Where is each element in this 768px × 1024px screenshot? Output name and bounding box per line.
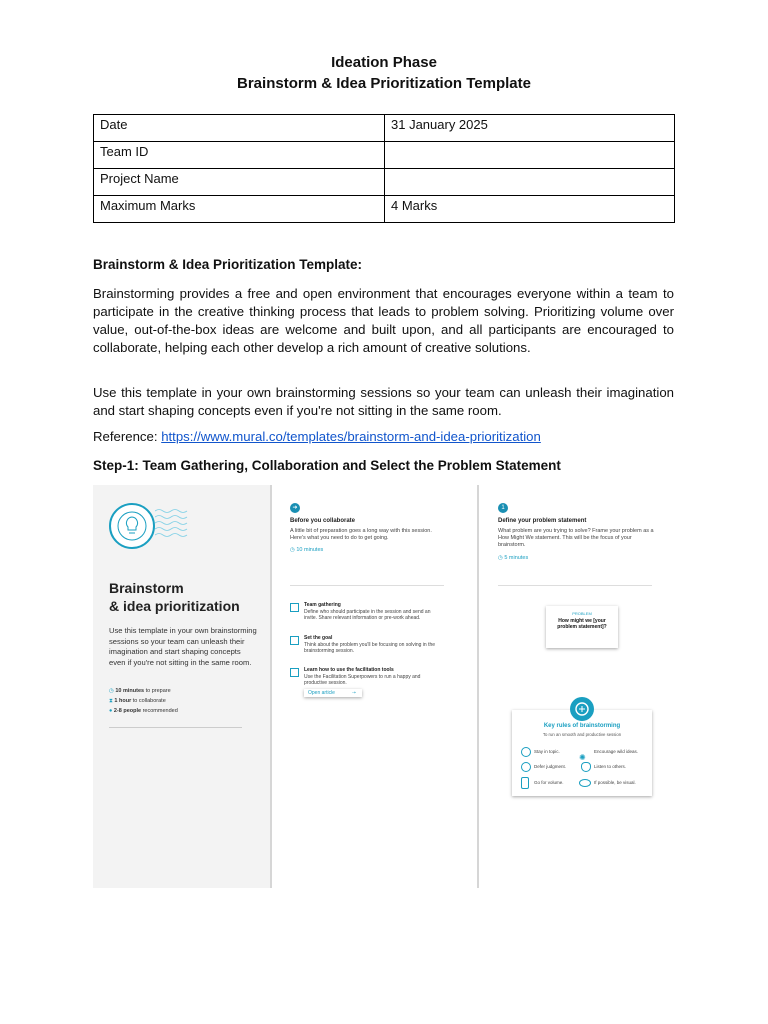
brain-icon (570, 697, 594, 721)
step-1-heading: Step-1: Team Gathering, Collaboration and Select the Problem Statement (93, 458, 561, 473)
step-number: 1 (498, 503, 508, 513)
date-value: 31 January 2025 (385, 115, 675, 142)
paragraph-2: Use this template in your own brainstorming sessions so your team can unleash their imagination and start shaping concepts even if you're not sitting in the same room. (93, 385, 674, 418)
arrow-right-icon: ➝ (351, 690, 356, 696)
item-1-title: Team gathering (304, 602, 341, 608)
item-2-desc: Think about the problem you'll be focusing on solving in the brainstorming session. (304, 642, 436, 654)
problem-text: How might we [your problem statement]? (557, 618, 607, 630)
clock-icon (521, 762, 531, 772)
lightbulb-icon (109, 503, 155, 549)
paragraph-1: Brainstorming provides a free and open environment that encourages everyone within a team to participate in the creative thinking process that leads to problem solving. Prioritizing volume over value, out-of-the-box ideas are welcome and built upon, and all participants are encouraged to collaborate, helping each other develop a rich amount of creative solutions. (93, 286, 674, 355)
stack-icon (521, 777, 529, 789)
checkbox-icon (290, 636, 299, 645)
item-3-title: Learn how to use the facilitation tools (304, 667, 394, 673)
prep-time (290, 547, 323, 554)
intro-title (109, 579, 240, 615)
open-article-button[interactable] (304, 689, 362, 697)
panel-divider (477, 485, 479, 888)
table-row (94, 115, 675, 142)
stat-people (109, 708, 178, 714)
item-2-title: Set the goal (304, 635, 333, 641)
prep-description: A little bit of preparation goes a long way with this session. Here's what you need to do to get going. (290, 528, 432, 541)
stat-people-label: recommended (141, 708, 178, 714)
rule-5: Go for volume. (534, 780, 564, 785)
project-name-label: Project Name (94, 169, 385, 196)
stat-people-value: 2-8 people (113, 708, 142, 714)
rule-4: Listen to others. (594, 764, 627, 769)
checkbox-icon (290, 668, 299, 677)
target-icon (521, 747, 531, 757)
template-image (93, 485, 675, 888)
clock-icon: ◷ (109, 688, 114, 694)
wave-decoration-icon (155, 507, 189, 541)
problem-description: What problem are you trying to solve? Frame your problem as a How Might We statement. This will be the focus of your brainstorm. (498, 528, 654, 548)
stat-collaborate (109, 698, 166, 705)
person-icon: ● (109, 708, 113, 714)
stat-prepare-value: 10 minutes (115, 688, 145, 694)
stat-collaborate-value: 1 hour (114, 698, 132, 704)
divider (109, 727, 242, 728)
divider (290, 585, 444, 586)
table-row (94, 142, 675, 169)
rule-2: Encourage wild ideas. (594, 749, 639, 754)
rule-6: If possible, be visual. (594, 780, 636, 785)
table-row (94, 196, 675, 223)
document-title (0, 52, 768, 94)
intro-description: Use this template in your own brainstorming sessions so your team can unleash their imagination and start shaping concepts even if you're not sitting in the same room. (109, 626, 257, 667)
date-label: Date (94, 115, 385, 142)
rule-3: Defer judgment. (534, 764, 567, 769)
table-row (94, 169, 675, 196)
sparkle-icon: ✺ (579, 753, 586, 762)
hourglass-icon: ⧗ (109, 698, 113, 704)
checkbox-icon (290, 603, 299, 612)
item-3-desc: Use the Facilitation Superpowers to run a happy and productive session. (304, 674, 421, 686)
item-1-desc: Define who should participate in the session and send an invite. Share relevant information or pre-work ahead. (304, 609, 431, 621)
max-marks-label: Maximum Marks (94, 196, 385, 223)
open-article-label: Open article (308, 690, 335, 696)
arrow-right-icon: ➜ (290, 503, 300, 513)
team-id-value (385, 142, 675, 169)
rules-subtitle: To run an smooth and productive session (542, 732, 622, 737)
stat-collaborate-label: to collaborate (131, 698, 166, 704)
team-id-label: Team ID (94, 142, 385, 169)
meta-table (93, 114, 675, 223)
divider (498, 585, 652, 586)
problem-sticky-note (546, 606, 618, 648)
problem-time-value: 5 minutes (504, 555, 529, 561)
stat-prepare (109, 688, 171, 694)
max-marks-value: 4 Marks (385, 196, 675, 223)
intro-title-line-1: Brainstorm (109, 580, 184, 596)
rules-title: Key rules of brainstorming (543, 723, 621, 729)
panel-divider (270, 485, 272, 888)
section-heading: Brainstorm & Idea Prioritization Template: (93, 257, 363, 272)
rule-1: Stay in topic. (534, 749, 560, 754)
prep-time-value: 10 minutes (296, 547, 324, 553)
problem-label: PROBLEM (572, 611, 592, 616)
title-line-1: Ideation Phase (331, 54, 437, 71)
reference-link[interactable]: https://www.mural.co/templates/brainstorm-and-idea-prioritization (161, 429, 541, 444)
reference-label: Reference: (93, 429, 162, 444)
clock-icon: ◷ (498, 555, 503, 561)
title-line-2: Brainstorm & Idea Prioritization Template (237, 75, 531, 92)
intro-title-line-2: & idea prioritization (109, 598, 240, 614)
reference (93, 429, 541, 444)
prep-heading: Before you collaborate (290, 518, 356, 524)
clock-icon: ◷ (290, 547, 295, 553)
project-name-value (385, 169, 675, 196)
problem-time (498, 555, 528, 562)
eye-icon (579, 779, 591, 787)
problem-heading: Define your problem statement (498, 518, 587, 524)
stat-prepare-label: to prepare (144, 688, 171, 694)
ear-icon (581, 762, 591, 772)
